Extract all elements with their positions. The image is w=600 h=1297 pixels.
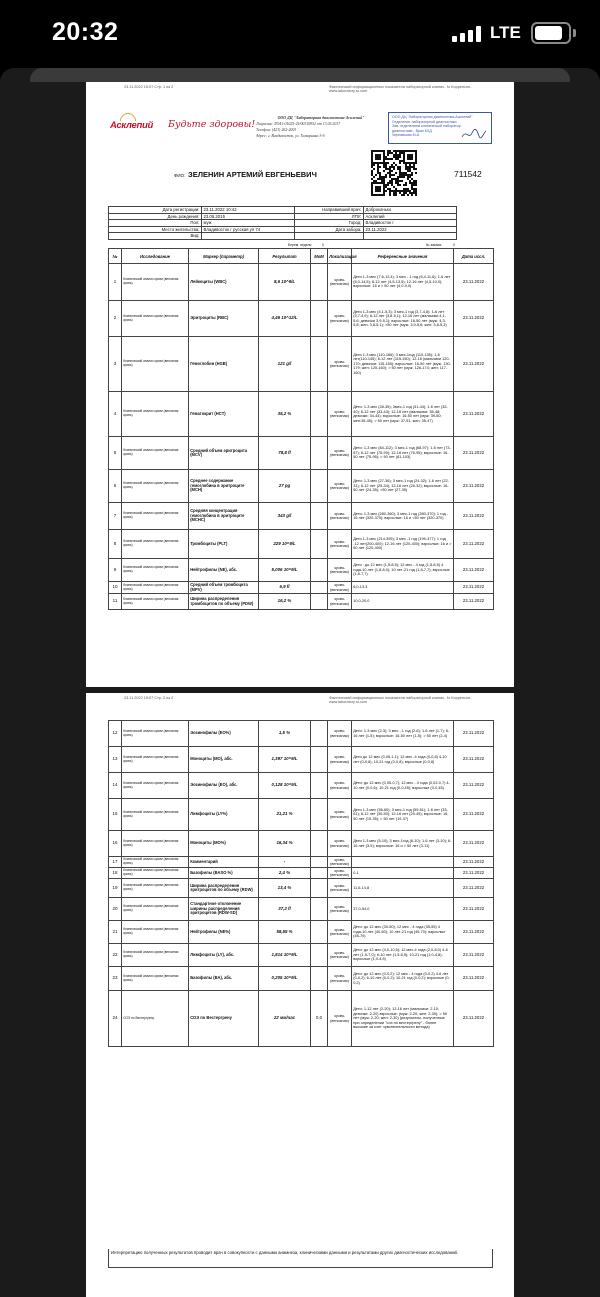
reference-values: Дети: до 12 мес (0,05-0,7); 12 мес - 4 года (0,02-0,7) 4-10 лет (0-0,6); 10-21 год (0-0,45); взрослые (0-0,45) bbox=[352, 773, 454, 799]
network-type: LTE bbox=[490, 23, 521, 42]
marker-name: Моноциты (MO), абс. bbox=[189, 747, 259, 773]
info-label bbox=[294, 233, 363, 240]
study-name: Клинический анализ крови (венозная кровь) bbox=[122, 967, 189, 991]
sample-location: кровь (венозная) bbox=[328, 721, 352, 747]
row-number: 23 bbox=[109, 967, 122, 991]
study-name: Клинический анализ крови (венозная кровь) bbox=[122, 721, 189, 747]
info-value: Владивосток г русская ул 74 bbox=[201, 226, 294, 233]
reference-values: Дети: 1-3 мес (280-360); 3 мес-1 год (280-370); 1 год - 16 лет (320-370); взрослые: 16 и >50 лет (320-370) bbox=[352, 503, 454, 530]
marker-name: Средний объем эритроцита (MCV) bbox=[189, 437, 259, 470]
viewer-grabber[interactable] bbox=[30, 68, 570, 82]
reference-values: 0-1 bbox=[352, 868, 454, 879]
result-row bbox=[109, 857, 494, 868]
result-row bbox=[109, 582, 494, 594]
marker-name: Среднее содержание гемоглобина в эритроците (MCH) bbox=[189, 470, 259, 503]
row-number: 17 bbox=[109, 857, 122, 868]
result-value: - bbox=[259, 857, 311, 868]
reference-values: Дети: до 12 мес (30-50); 12 мес - 4 года (35-55) 4 года-10 лет (40-60); 10 лет-21 год (45-70); взрослые (45-70) bbox=[352, 921, 454, 944]
study-name: Клинический анализ крови (венозная кровь) bbox=[122, 594, 189, 610]
marker-name: Гематокрит (HCT) bbox=[189, 392, 259, 437]
column-header: Референсные значения bbox=[352, 249, 454, 264]
row-number: 21 bbox=[109, 921, 122, 944]
info-value: 23.11.2022 10:42 bbox=[201, 207, 294, 214]
mom-value bbox=[311, 799, 328, 831]
mom-value bbox=[311, 470, 328, 503]
sample-location: кровь (венозная) bbox=[328, 857, 352, 868]
marker-name: Лейкоциты (WBC) bbox=[189, 264, 259, 301]
test-date: 23.11.2022 bbox=[454, 470, 494, 503]
org-name: ООО ДЦ "Лабораторная диагностика-Асклепий" bbox=[277, 116, 365, 120]
row-number: 14 bbox=[109, 773, 122, 799]
info-label: День рождения: bbox=[109, 213, 202, 220]
reference-values: Дети: 1-3 мес (27-36); 3 мес-1 год (24-32); 1-6 лет (22-31); 6-12 лет (25-34); 12-16 лет (26-32); взрослые: 16-50 лет (24-35); >50 лет (27-35) bbox=[352, 470, 454, 503]
test-date: 23.11.2022 bbox=[454, 747, 494, 773]
row-number: 16 bbox=[109, 831, 122, 857]
clinic-logo: Асклепий bbox=[110, 112, 166, 140]
marker-name: Стандартное отклонение ширины распределения эритроцитов (RDW-SD) bbox=[189, 898, 259, 921]
marker-name: Средний объем тромбоцита (MPV) bbox=[189, 582, 259, 594]
result-row bbox=[109, 392, 494, 437]
study-name: Клинический анализ крови (венозная кровь) bbox=[122, 944, 189, 967]
mom-value bbox=[311, 879, 328, 898]
test-date: 23.11.2022 bbox=[454, 594, 494, 610]
reference-values: Дети 1-3 мес (56-60); 3 мес-1 год (59-61); 1-6 лет (33-61); 6-12 лет (30-50); 12-16 лет (29-45); взрослые: 16-50 лет (19-35); > 50 лет (19-37) bbox=[352, 799, 454, 831]
patient-info-row bbox=[109, 233, 457, 240]
reference-values: 10,0-20,0 bbox=[352, 594, 454, 610]
study-name: Клинический анализ крови (венозная кровь) bbox=[122, 264, 189, 301]
sample-location: кровь (венозная) bbox=[328, 868, 352, 879]
sample-location: кровь (венозная) bbox=[328, 559, 352, 582]
study-name: Клинический анализ крови (венозная кровь) bbox=[122, 773, 189, 799]
marker-name: Базофилы (BA), абс. bbox=[189, 967, 259, 991]
mom-value bbox=[311, 773, 328, 799]
sample-location: кровь (венозная) bbox=[328, 879, 352, 898]
test-date: 23.11.2022 bbox=[454, 898, 494, 921]
sample-location: кровь (венозная) bbox=[328, 470, 352, 503]
info-label: Дата забора: bbox=[294, 226, 363, 233]
study-name: Клинический анализ крови (венозная кровь) bbox=[122, 857, 189, 868]
result-row bbox=[109, 559, 494, 582]
marker-name: Моноциты (MO%) bbox=[189, 831, 259, 857]
mom-value bbox=[311, 944, 328, 967]
page-header-left: 23.11.2022 15:07 Стр. 2 из 2 bbox=[124, 696, 174, 700]
info-label: Дата регистрации: bbox=[109, 207, 202, 214]
test-date: 23.11.2022 bbox=[454, 773, 494, 799]
row-number: 5 bbox=[109, 437, 122, 470]
reference-values: Дети 1-3 мес (4,1-5,3); 3 мес-1 год (3,7-4,8); 1-6 лет (3,7-4,9); 6-12 лет (3,8-5,1); 12-16 лет (мальчики 4,1-5,6; девочки 3,9-5,1); взрослые: 16-50 лет (муж: 4,3-5,8; жен: 3,8-5,1); >50 лет (муж: 3,9-5,6; жен: 3,8-5,3) bbox=[352, 301, 454, 337]
mom-value bbox=[311, 594, 328, 610]
results-table bbox=[108, 720, 494, 1047]
study-name: Клинический анализ крови (венозная кровь) bbox=[122, 879, 189, 898]
row-number: 12 bbox=[109, 721, 122, 747]
result-value: 5,006 10^9/L bbox=[259, 559, 311, 582]
result-row bbox=[109, 594, 494, 610]
page-header-left: 23.11.2022 15:07 Стр. 1 из 2 bbox=[124, 85, 174, 89]
marker-name: Ширина распределения эритроцитов по объему (RDW) bbox=[189, 879, 259, 898]
marker-name: Лимфоциты (LY%) bbox=[189, 799, 259, 831]
result-value: 1,5 % bbox=[259, 721, 311, 747]
result-value: 37,2 fl bbox=[259, 898, 311, 921]
order-info: Берем. недель: 0 № заказа: 0 bbox=[288, 243, 455, 247]
row-number: 19 bbox=[109, 879, 122, 898]
test-date: 23.11.2022 bbox=[454, 831, 494, 857]
mom-value bbox=[311, 857, 328, 868]
sample-location: кровь (венозная) bbox=[328, 530, 352, 559]
study-name: Клинический анализ крови (венозная кровь) bbox=[122, 799, 189, 831]
row-number: 20 bbox=[109, 898, 122, 921]
reference-values: Дети: 1-3 мес (84-112); 3 мес-1 год (68-97); 1-6 лет (73-87); 6-12 лет (75-90); 12-16 лет (76-95); взрослые: 16-50 лет (75-95); > 50 лет (81-103) bbox=[352, 437, 454, 470]
result-row bbox=[109, 868, 494, 879]
sample-location: кровь (венозная) bbox=[328, 898, 352, 921]
result-value: 121 g/l bbox=[259, 337, 311, 392]
row-number: 9 bbox=[109, 559, 122, 582]
info-value: Асклепий bbox=[364, 213, 457, 220]
mom-value: 0,0 bbox=[311, 991, 328, 1047]
result-row bbox=[109, 831, 494, 857]
row-number: 6 bbox=[109, 470, 122, 503]
sample-location: кровь (венозная) bbox=[328, 967, 352, 991]
reference-values: Дети: 1-3 мес (28-35); 3мес-1 год (31-44); 1-6 лет (32-40); 6-12 лет (33-43); 12-16 лет (мальчики: 35-48; девочки: 34-44); взрослые: 16-50 лет (муж: 39-50; жен:35-45); > 50 лет (муж: 37-51; жен: 35-47) bbox=[352, 392, 454, 437]
result-row bbox=[109, 773, 494, 799]
study-name: Клинический анализ крови (венозная кровь) bbox=[122, 921, 189, 944]
marker-name: Ширина распределения тромбоцитов по объему (PDW) bbox=[189, 594, 259, 610]
study-name: Клинический анализ крови (венозная кровь) bbox=[122, 337, 189, 392]
result-value: 0,205 10^9/L bbox=[259, 967, 311, 991]
result-value: 0,128 10^9/L bbox=[259, 773, 311, 799]
test-date: 23.11.2022 bbox=[454, 337, 494, 392]
test-date: 23.11.2022 bbox=[454, 503, 494, 530]
mom-value bbox=[311, 530, 328, 559]
reference-values: Дети: 1-3 мес (2-3); 3 мес - 1 год (2-6); 1-6 лет (1-7); 6-16 лет (1-5); взрослые: 16-50 лет (1-5); > 50 лет (2-4) bbox=[352, 721, 454, 747]
column-header: Исследование bbox=[122, 249, 189, 264]
result-row bbox=[109, 898, 494, 921]
row-number: 4 bbox=[109, 392, 122, 437]
reference-values: Дети : до 12 мес (1,5-8,5); 12 мес - 4 год (1,5-8,5) 4 года-10 лет (1,8-8,0); 10 лет-21 год (1,8-7,7); взрослые (1,8-7,7) bbox=[352, 559, 454, 582]
result-value: 58,55 % bbox=[259, 921, 311, 944]
marker-name: Тромбоциты (PLT) bbox=[189, 530, 259, 559]
row-number: 13 bbox=[109, 747, 122, 773]
lab-stamp: ООО ДЦ "Лабораторная диагностика-Асклепий" Отделение лабораторной диагностики Зав. отделением клинической лаборатор. диагностики - Врач КЛД Чернявская М.А. bbox=[388, 112, 492, 144]
signature-icon bbox=[461, 128, 487, 140]
sample-location: кровь (венозная) bbox=[328, 944, 352, 967]
mom-value bbox=[311, 967, 328, 991]
mom-value bbox=[311, 301, 328, 337]
result-row bbox=[109, 721, 494, 747]
reference-values: 6,0-13,3 bbox=[352, 582, 454, 594]
org-address: Адрес: г. Владивосток, ул. Гамарника 3-б bbox=[256, 134, 325, 138]
row-number: 3 bbox=[109, 337, 122, 392]
study-name: СОЭ по Вестергрену bbox=[122, 991, 189, 1047]
reference-values: 37,0-54,0 bbox=[352, 898, 454, 921]
result-row bbox=[109, 921, 494, 944]
document-page-2[interactable] bbox=[86, 693, 514, 1297]
result-value: 4,46 10^12/L bbox=[259, 301, 311, 337]
sample-location: кровь (венозная) bbox=[328, 594, 352, 610]
status-time: 20:32 bbox=[52, 18, 119, 46]
result-row bbox=[109, 747, 494, 773]
info-value: 23.05.2015 bbox=[201, 213, 294, 220]
test-date: 23.11.2022 bbox=[454, 721, 494, 747]
result-value: 27 pg bbox=[259, 470, 311, 503]
column-header: Локализация bbox=[328, 249, 352, 264]
status-bar bbox=[0, 0, 600, 64]
test-date: 23.11.2022 bbox=[454, 879, 494, 898]
study-name: Клинический анализ крови (венозная кровь) bbox=[122, 831, 189, 857]
test-date: 23.11.2022 bbox=[454, 799, 494, 831]
mom-value bbox=[311, 898, 328, 921]
page-header bbox=[124, 696, 494, 704]
test-date: 23.11.2022 bbox=[454, 921, 494, 944]
patient-id: 711542 bbox=[454, 169, 482, 179]
signal-icon bbox=[452, 26, 482, 42]
study-name: Клинический анализ крови (венозная кровь) bbox=[122, 437, 189, 470]
qr-code-icon bbox=[371, 150, 417, 196]
results-table bbox=[108, 248, 494, 610]
study-name: Клинический анализ крови (венозная кровь) bbox=[122, 898, 189, 921]
marker-name: Эритроциты (RBC) bbox=[189, 301, 259, 337]
mom-value bbox=[311, 337, 328, 392]
marker-name: Нейтрофилы (NE%) bbox=[189, 921, 259, 944]
result-row bbox=[109, 967, 494, 991]
patient-name: ЗЕЛЕНИН АРТЕМИЙ ЕВГЕНЬЕВИЧ bbox=[188, 170, 317, 179]
sample-location: кровь (венозная) bbox=[328, 747, 352, 773]
result-row bbox=[109, 301, 494, 337]
row-number: 1 bbox=[109, 264, 122, 301]
column-header: Маркер (параметр) bbox=[189, 249, 259, 264]
reference-values: 11,6-14,8 bbox=[352, 879, 454, 898]
sample-location: кровь (венозная) bbox=[328, 582, 352, 594]
column-header: Дата иссл. bbox=[454, 249, 494, 264]
row-number: 11 bbox=[109, 594, 122, 610]
marker-name: Эозинофилы (EO), абс. bbox=[189, 773, 259, 799]
result-value: 16,34 % bbox=[259, 831, 311, 857]
reference-values: Дети до 12 мес (0,05-1,1); 12 мес -4 года (0-0,8) 4-10 лет (0-0,8); 10-21 год (0-0,8); взрослые (0-0,8) bbox=[352, 747, 454, 773]
row-number: 10 bbox=[109, 582, 122, 594]
marker-name: Эозинофилы (EO%) bbox=[189, 721, 259, 747]
test-date: 23.11.2022 bbox=[454, 264, 494, 301]
column-header: № bbox=[109, 249, 122, 264]
interpretation-note: Интерпретацию полученных результатов проводит врач в совокупности с данными анамнеза, клиническими данными и результатами других диагностических исследований. bbox=[108, 1249, 493, 1268]
reference-values: Дети: до 12 мес (0-0,2); 12 мес - 4 года (0-0,2) 4-6 лет (0-0,2); 6-10 лет (0-0,2); 10-21 год (0-0,2); взрослые (0-0,2) bbox=[352, 967, 454, 991]
study-name: Клинический анализ крови (венозная кровь) bbox=[122, 868, 189, 879]
info-value: 23.11.2022 bbox=[364, 226, 457, 233]
result-value: 1,397 10^9/L bbox=[259, 747, 311, 773]
column-header: МоМ bbox=[311, 249, 328, 264]
result-value: 8,6 10^9/L bbox=[259, 264, 311, 301]
study-name: Клинический анализ крови (венозная кровь) bbox=[122, 392, 189, 437]
result-row bbox=[109, 337, 494, 392]
result-value: 35,2 % bbox=[259, 392, 311, 437]
result-row bbox=[109, 799, 494, 831]
mom-value bbox=[311, 921, 328, 944]
reference-values: Дети 1-3 мес (110-166); 3 мес-1год (110-135); 1-6 лет(110-145); 6-12 лет (115-150); 12-16 (мальчики 120-170; девочки: 115-150); взрослые: 16-50 лет (муж: 130-179; жен: 120-160); > 50 лет (муж: 126-174; жен: 117-160) bbox=[352, 337, 454, 392]
marker-name: Лимфоциты (LY), абс. bbox=[189, 944, 259, 967]
result-row bbox=[109, 991, 494, 1047]
sample-location: кровь (венозная) bbox=[328, 921, 352, 944]
result-row bbox=[109, 503, 494, 530]
sample-location: кровь (венозная) bbox=[328, 392, 352, 437]
result-value: 343 g/l bbox=[259, 503, 311, 530]
page-header-right: Фактический информационных показатели лабораторной клиник.. fo Корренсон.. www.laboratory.ru.com bbox=[329, 696, 473, 704]
mom-value bbox=[311, 747, 328, 773]
info-label: Место жительства: bbox=[109, 226, 202, 233]
test-date: 23.11.2022 bbox=[454, 857, 494, 868]
mom-value bbox=[311, 264, 328, 301]
sample-location: кровь (венозная) bbox=[328, 301, 352, 337]
mom-value bbox=[311, 503, 328, 530]
row-number: 8 bbox=[109, 530, 122, 559]
info-value bbox=[364, 233, 457, 240]
result-row bbox=[109, 530, 494, 559]
test-date: 23.11.2022 bbox=[454, 301, 494, 337]
result-value: 78,8 fl bbox=[259, 437, 311, 470]
fio-label: ФИО: bbox=[174, 173, 186, 178]
result-row bbox=[109, 944, 494, 967]
mom-value bbox=[311, 831, 328, 857]
reference-values: Дети 1-3 мес (214-395); 3 мес -1 год (199-377); 1 год -12 лет(200-400); 12-16 лет (120-400); взрослые: 16 и > 50 лет (120-400) bbox=[352, 530, 454, 559]
mom-value bbox=[311, 559, 328, 582]
marker-name: Средняя концентрация гемоглобина в эритроците (MCHC) bbox=[189, 503, 259, 530]
marker-name: СОЭ по Вестергрену bbox=[189, 991, 259, 1047]
document-page-1[interactable] bbox=[86, 82, 514, 687]
result-value: 13,4 % bbox=[259, 879, 311, 898]
result-value: 21,21 % bbox=[259, 799, 311, 831]
sample-location: кровь (венозная) bbox=[328, 337, 352, 392]
row-number: 22 bbox=[109, 944, 122, 967]
result-value: 229 10^9/L bbox=[259, 530, 311, 559]
test-date: 23.11.2022 bbox=[454, 967, 494, 991]
result-row bbox=[109, 437, 494, 470]
reference-values: Дети 1-3 мес (5-10); 3 мес-1год (6-10); 1-6 лет (3-10); 6-16 лет (3-9); взрослые: 16 и > 50 лет (3-11) bbox=[352, 831, 454, 857]
info-value: Владивосток г bbox=[364, 220, 457, 227]
study-name: Клинический анализ крови (венозная кровь) bbox=[122, 503, 189, 530]
mom-value bbox=[311, 868, 328, 879]
info-label: ЛПУ: bbox=[294, 213, 363, 220]
result-row bbox=[109, 879, 494, 898]
mom-value bbox=[311, 721, 328, 747]
row-number: 18 bbox=[109, 868, 122, 879]
marker-name: Комментарий bbox=[189, 857, 259, 868]
row-number: 15 bbox=[109, 799, 122, 831]
study-name: Клинический анализ крови (венозная кровь) bbox=[122, 470, 189, 503]
mom-value bbox=[311, 392, 328, 437]
sample-location: кровь (венозная) bbox=[328, 503, 352, 530]
mom-value bbox=[311, 437, 328, 470]
test-date: 23.11.2022 bbox=[454, 559, 494, 582]
test-date: 23.11.2022 bbox=[454, 437, 494, 470]
battery-icon bbox=[531, 22, 571, 44]
result-value: 6,9 fl bbox=[259, 582, 311, 594]
org-phone: Телефон: (423) 202-2003 bbox=[256, 128, 297, 132]
study-name: Клинический анализ крови (венозная кровь) bbox=[122, 559, 189, 582]
test-date: 23.11.2022 bbox=[454, 868, 494, 879]
sample-location: кровь (венозная) bbox=[328, 264, 352, 301]
result-value: 2,4 % bbox=[259, 868, 311, 879]
info-value bbox=[201, 233, 294, 240]
row-number: 2 bbox=[109, 301, 122, 337]
clinic-details bbox=[256, 115, 386, 139]
info-label: Пол: bbox=[109, 220, 202, 227]
info-value: Доброкачько bbox=[364, 207, 457, 214]
result-value: 16,2 % bbox=[259, 594, 311, 610]
test-date: 23.11.2022 bbox=[454, 991, 494, 1047]
row-number: 24 bbox=[109, 991, 122, 1047]
info-label: Вид: bbox=[109, 233, 202, 240]
sample-location: кровь (венозная) bbox=[328, 991, 352, 1047]
result-row bbox=[109, 264, 494, 301]
study-name: Клинический анализ крови (венозная кровь) bbox=[122, 747, 189, 773]
page-header bbox=[124, 85, 494, 93]
result-value: 1,814 10^9/L bbox=[259, 944, 311, 967]
patient-info-table bbox=[108, 206, 457, 240]
sample-location: кровь (венозная) bbox=[328, 773, 352, 799]
reference-values bbox=[352, 857, 454, 868]
test-date: 23.11.2022 bbox=[454, 582, 494, 594]
sample-location: кровь (венозная) bbox=[328, 799, 352, 831]
sample-location: кровь (венозная) bbox=[328, 831, 352, 857]
reference-values: Дети 1-3 мес (7,6-12,4); 3 мес - 1 год (6,4-11,6); 1-6 лет (5,0-14,5); 6-12 лет (4,5-13,5); 12-16 лет (4,5-10,0); взрослые: 16 и > 50 лет (4,0-9,0) bbox=[352, 264, 454, 301]
result-row bbox=[109, 470, 494, 503]
marker-name: Нейтрофилы (NE), абс. bbox=[189, 559, 259, 582]
row-number: 7 bbox=[109, 503, 122, 530]
sample-location: кровь (венозная) bbox=[328, 437, 352, 470]
org-license: Лицензия: ЛО41-01025-25/00310952 от 13.03.2017 bbox=[256, 122, 341, 126]
info-label: Город: bbox=[294, 220, 363, 227]
test-date: 23.11.2022 bbox=[454, 392, 494, 437]
info-label: Направивший врач: bbox=[294, 207, 363, 214]
info-value: муж bbox=[201, 220, 294, 227]
page-header-right: Фактический информационных показатели лабораторной клиник.. fo Корренсон.. www.laboratory.ru.com bbox=[329, 85, 473, 93]
study-name: Клинический анализ крови (венозная кровь) bbox=[122, 582, 189, 594]
result-value: 22 мм/час bbox=[259, 991, 311, 1047]
test-date: 23.11.2022 bbox=[454, 944, 494, 967]
study-name: Клинический анализ крови (венозная кровь) bbox=[122, 530, 189, 559]
column-header: Результат bbox=[259, 249, 311, 264]
reference-values: Дети: до 12 мес (4,0-10,5); 12 мес-4 года (2,0-8,0) 4-6 лет (1,5-7,0); 6-10 лет (1,5-6,5); 10-21 год (1,0-4,8); взрослые (1,0-4,5) bbox=[352, 944, 454, 967]
study-name: Клинический анализ крови (венозная кровь) bbox=[122, 301, 189, 337]
marker-name: Базофилы (BASO %) bbox=[189, 868, 259, 879]
reference-values: Дети: 1-12 лет (2-20); 12-16 лет (мальчики: 2-10; девочки: 2-20) взрослые: (муж: 2-20; жен: 2-30); > 50 лет (муж: 2-20; жен: 2-30) (результаты, полученные при определении "соэ по вестергрену" - более высокие за счет чувствительности метода) bbox=[352, 991, 454, 1047]
clinic-slogan: Будьте здоровы! bbox=[168, 119, 256, 130]
marker-name: Гемоглобин (HGB) bbox=[189, 337, 259, 392]
test-date: 23.11.2022 bbox=[454, 530, 494, 559]
mom-value bbox=[311, 582, 328, 594]
